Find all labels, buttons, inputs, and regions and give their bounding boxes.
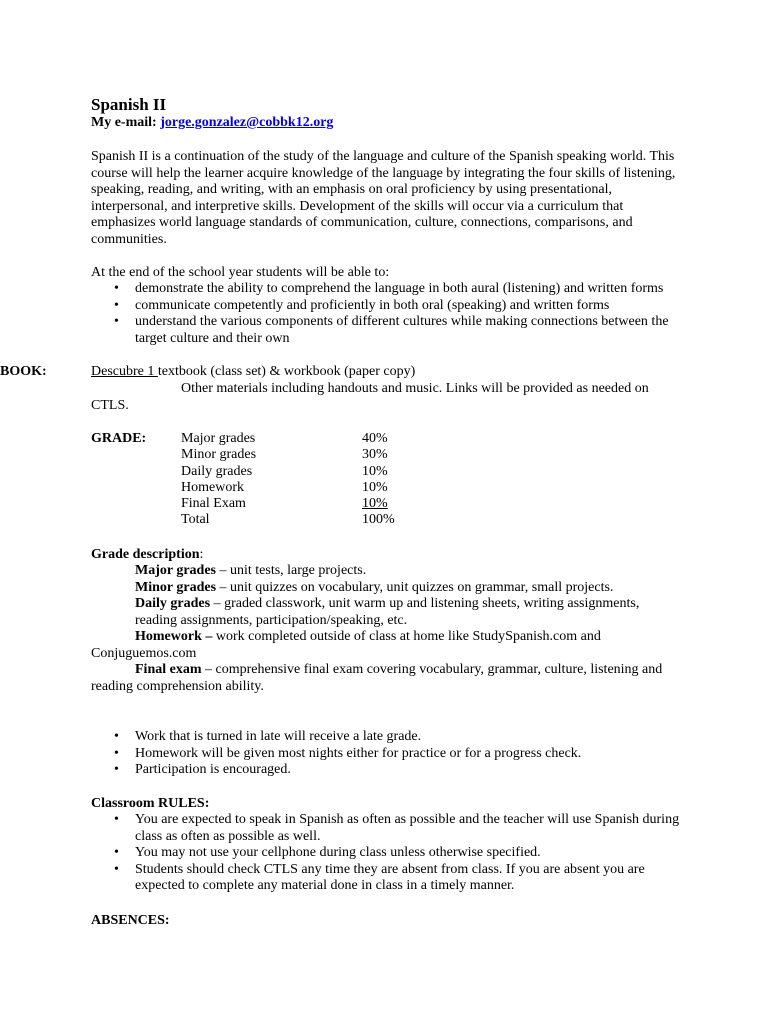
grade-description-title: Grade description [91, 547, 200, 562]
grade-row-total [181, 512, 421, 528]
grade-row [181, 480, 421, 496]
list-item: • Work that is turned in late will receive a late grade. [91, 729, 681, 746]
list-item: • understand the various components of different cultures while making connections between the target culture and their own [91, 314, 681, 347]
book-label: BOOK: [0, 364, 47, 379]
daily-grades-desc-continued: reading assignments, participation/speaking, etc. [135, 612, 408, 628]
list-item: • demonstrate the ability to comprehend the language in both aural (listening) and written forms [91, 281, 681, 298]
list-item: • Participation is encouraged. [91, 762, 681, 779]
homework-desc [91, 629, 681, 662]
grade-name: Homework [181, 479, 244, 495]
list-item: • You may not use your cellphone during class unless otherwise specified. [91, 845, 681, 862]
grade-percent: 10% [362, 463, 388, 479]
grade-description-heading [91, 547, 203, 564]
grade-name: Daily grades [181, 463, 253, 479]
desc-text: – unit quizzes on vocabulary, unit quizzes on grammar, small projects. [216, 579, 614, 595]
desc-term: Final exam [135, 662, 202, 677]
list-item: • Homework will be given most nights either for practice or for a progress check. [91, 746, 681, 763]
grade-percent: 10% [362, 496, 388, 512]
major-grades-desc [91, 563, 681, 580]
desc-text: – unit tests, large projects. [216, 563, 367, 578]
grade-row [181, 447, 421, 463]
course-intro: Spanish II is a continuation of the study of the language and culture of the Spanish speaking world. This course will help the learner acquire knowledge of the language by integrating the four skills of listening, speaking, reading, and writing, with an emphasis on oral proficiency by using presentational, interpersonal, and interpretive skills. Development of the skills will occur via a curriculum that emphasizes world language standards of communication, culture, connections, comparisons, and communities. [91, 149, 676, 247]
grade-name: Major grades [181, 431, 256, 446]
grade-name: Total [181, 512, 210, 528]
minor-grades-desc [91, 580, 681, 597]
heading-colon: : [199, 547, 204, 562]
grade-row [181, 496, 421, 512]
grade-label: GRADE: [91, 431, 147, 446]
desc-text: work completed outside of class at home like StudySpanish.com and Conjuguemos.com [91, 629, 601, 661]
email-label: My e-mail: [91, 115, 157, 130]
email-link[interactable]: jorge.gonzalez@cobbk12.org [160, 115, 334, 130]
grade-percent: 40% [362, 431, 388, 446]
grade-percent: 30% [362, 447, 388, 463]
materials-text-continued: CTLS. [91, 398, 129, 413]
daily-grades-desc [91, 596, 681, 613]
grade-name: Minor grades [181, 447, 257, 463]
grade-percent: 10% [362, 479, 388, 495]
grade-row [181, 431, 421, 447]
desc-text: – graded classwork, unit warm up and listening sheets, writing assignments, [210, 596, 640, 611]
course-title: Spanish II [91, 95, 167, 114]
grade-table [181, 431, 421, 529]
grade-name: Final Exam [181, 496, 246, 512]
list-item: • You are expected to speak in Spanish as often as possible and the teacher will use Spanish during class as often as possible as well. [91, 812, 681, 845]
list-item: • Students should check CTLS any time they are absent from class. If you are absent you are expected to complete any material done in class in a timely manner. [91, 862, 681, 895]
objectives-list [91, 281, 681, 347]
grade-row [181, 464, 421, 480]
book-line [91, 364, 415, 381]
policy-notes-list [91, 729, 681, 779]
grade-percent: 100% [362, 512, 395, 528]
final-exam-desc [91, 662, 681, 695]
rules-list [91, 812, 681, 895]
materials-text: Other materials including handouts and music. Links will be provided as needed on [181, 381, 649, 396]
desc-text: – comprehensive final exam covering vocabulary, grammar, culture, listening and reading comprehension ability. [91, 662, 663, 694]
book-title: Descubre 1 [91, 364, 158, 379]
grade-description-block [91, 563, 681, 695]
desc-term: Daily grades [135, 596, 211, 611]
book-description: textbook (class set) & workbook (paper copy) [157, 364, 416, 379]
list-item: • communicate competently and proficiently in both oral (speaking) and written forms [91, 298, 681, 315]
email-line [91, 115, 333, 132]
objectives-lead: At the end of the school year students will be able to: [91, 265, 390, 280]
desc-term: Minor grades [135, 579, 217, 595]
absences-heading: ABSENCES: [91, 913, 170, 928]
desc-term: Homework – [135, 629, 213, 644]
desc-term: Major grades [135, 563, 216, 578]
rules-heading: Classroom RULES: [91, 796, 210, 811]
